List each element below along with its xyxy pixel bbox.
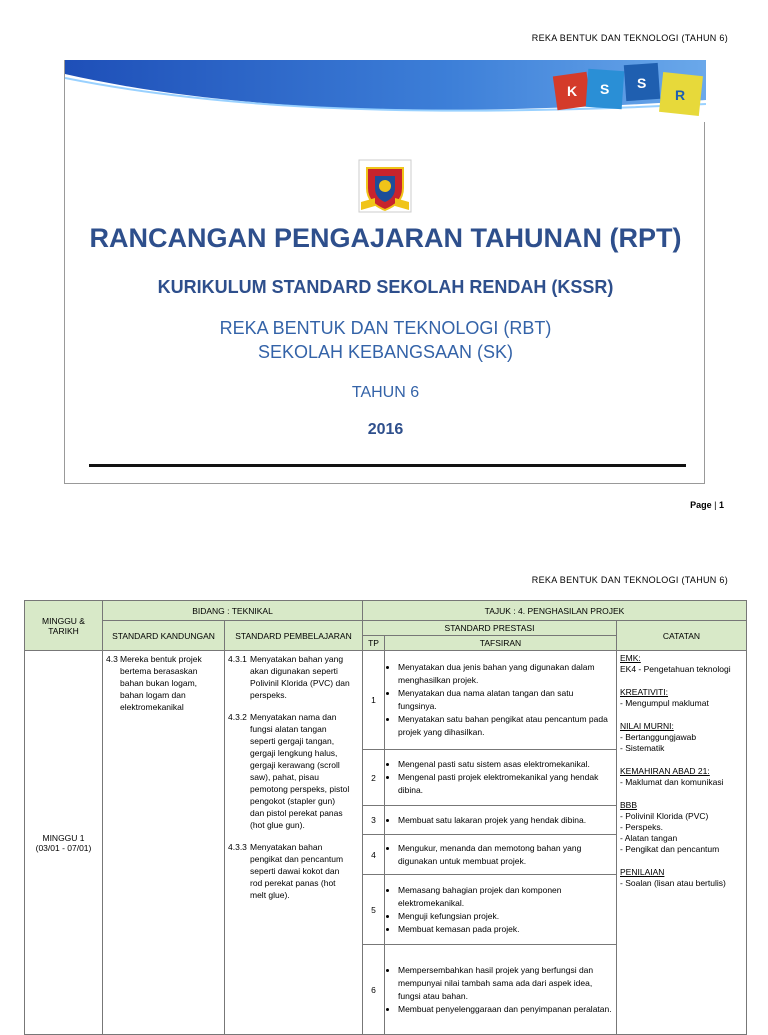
document-title: RANCANGAN PENGAJARAN TAHUNAN (RPT) xyxy=(89,223,682,253)
catatan-cell: EMK: EK4 - Pengetahuan teknologi KREATIVITI: - Mengumpul maklumat NILAI MURNI: - Bertanggungjawab - Sistematik KEMAHIRAN ABAD 21: - Maklumat dan komunikasi BBB - Polivinil Klorida (PVC) - Perspeks. - Alatan tangan - Pengikat dan pencantum PENILAIAN - Soalan (lisan atau bertulis) xyxy=(617,651,747,1035)
tp-cell: 2 xyxy=(363,750,385,806)
header-standard-pembelajaran: STANDARD PEMBELAJARAN xyxy=(225,621,363,651)
subject-name: REKA BENTUK DAN TEKNOLOGI (RBT) xyxy=(219,318,552,338)
tafsiran-cell: • Mempersembahkan hasil projek yang berfungsi dan mempunyai nilai tambah sama ada dari aspek idea, fungsi atau bahan. • Membuat penyelenggaraan dan penyimpanan peralatan. xyxy=(385,945,617,1035)
kandungan-cell: 4.3 Mereka bentuk projek bertema berasaskan bahan bukan logam, bahan logam dan elektromekanikal xyxy=(103,651,225,1035)
tafsiran-cell: • Membuat satu lakaran projek yang hendak dibina. xyxy=(385,806,617,835)
tafsiran-cell: • Mengenal pasti satu sistem asas elektromekanikal. • Mengenal pasti projek elektromekanikal yang hendak dibina. xyxy=(385,750,617,806)
rpt-table xyxy=(24,600,747,1035)
page-number: Page | 1 xyxy=(690,500,724,510)
header-minggu: MINGGU & TARIKH xyxy=(25,601,103,651)
year: 2016 xyxy=(367,421,404,438)
table-row xyxy=(25,651,747,750)
banner xyxy=(65,60,706,122)
running-header: REKA BENTUK DAN TEKNOLOGI (TAHUN 6) xyxy=(531,575,728,585)
cover-rule xyxy=(89,464,686,467)
tp-cell: 4 xyxy=(363,835,385,875)
minggu-cell: MINGGU 1 (03/01 - 07/01) xyxy=(25,651,103,1035)
tp-cell: 6 xyxy=(363,945,385,1035)
header-tajuk: TAJUK : 4. PENGHASILAN PROJEK xyxy=(363,601,747,621)
pembelajaran-cell: 4.3.1 Menyatakan bahan yang akan digunakan seperti Polivinil Klorida (PVC) dan perspeks. 4.3.2 Menyatakan nama dan fungsi alatan tangan seperti gergaji tangan, gergaji lengkung halus, gergaji kerawang (scroll saw), pahat, pisau pemotong perspeks, pistol pengokot (stapler gun) dan pistol perekat panas (hot glue gun). 4.3.3 Menyatakan bahan pengikat dan pencantum seperti dawai kokot dan rod perekat panas (hot melt glue). xyxy=(225,651,363,1035)
school-type: SEKOLAH KEBANGSAAN (SK) xyxy=(257,342,514,362)
header-bidang: BIDANG : TEKNIKAL xyxy=(103,601,363,621)
cube-letter: R xyxy=(675,87,686,103)
school-crest-logo xyxy=(357,158,413,214)
tafsiran-cell: • Menyatakan dua jenis bahan yang digunakan dalam menghasilkan projek. • Menyatakan dua nama alatan tangan dan satu fungsinya. • Menyatakan satu bahan pengikat atau pencantum pada projek yang dihasilkan. xyxy=(385,651,617,750)
document-subtitle: KURIKULUM STANDARD SEKOLAH RENDAH (KSSR) xyxy=(157,277,614,297)
cube-letter: K xyxy=(567,83,578,99)
cube-letter: S xyxy=(600,81,610,97)
header-standard-prestasi: STANDARD PRESTASI xyxy=(363,621,617,636)
header-catatan: CATATAN xyxy=(617,621,747,651)
tafsiran-cell: • Memasang bahagian projek dan komponen elektromekanikal. • Menguji kefungsian projek. • Membuat kemasan pada projek. xyxy=(385,875,617,945)
year-label: TAHUN 6 xyxy=(351,384,420,401)
tp-cell: 1 xyxy=(363,651,385,750)
tafsiran-cell: • Mengukur, menanda dan memotong bahan yang digunakan untuk membuat projek. xyxy=(385,835,617,875)
banner-graphic xyxy=(65,60,706,122)
tp-cell: 5 xyxy=(363,875,385,945)
header-standard-kandungan: STANDARD KANDUNGAN xyxy=(103,621,225,651)
cube-letter: S xyxy=(637,75,647,91)
running-header: REKA BENTUK DAN TEKNOLOGI (TAHUN 6) xyxy=(531,33,728,43)
cover-page xyxy=(64,60,705,484)
tp-cell: 3 xyxy=(363,806,385,835)
header-tp: TP xyxy=(363,636,385,651)
header-tafsiran: TAFSIRAN xyxy=(385,636,617,651)
